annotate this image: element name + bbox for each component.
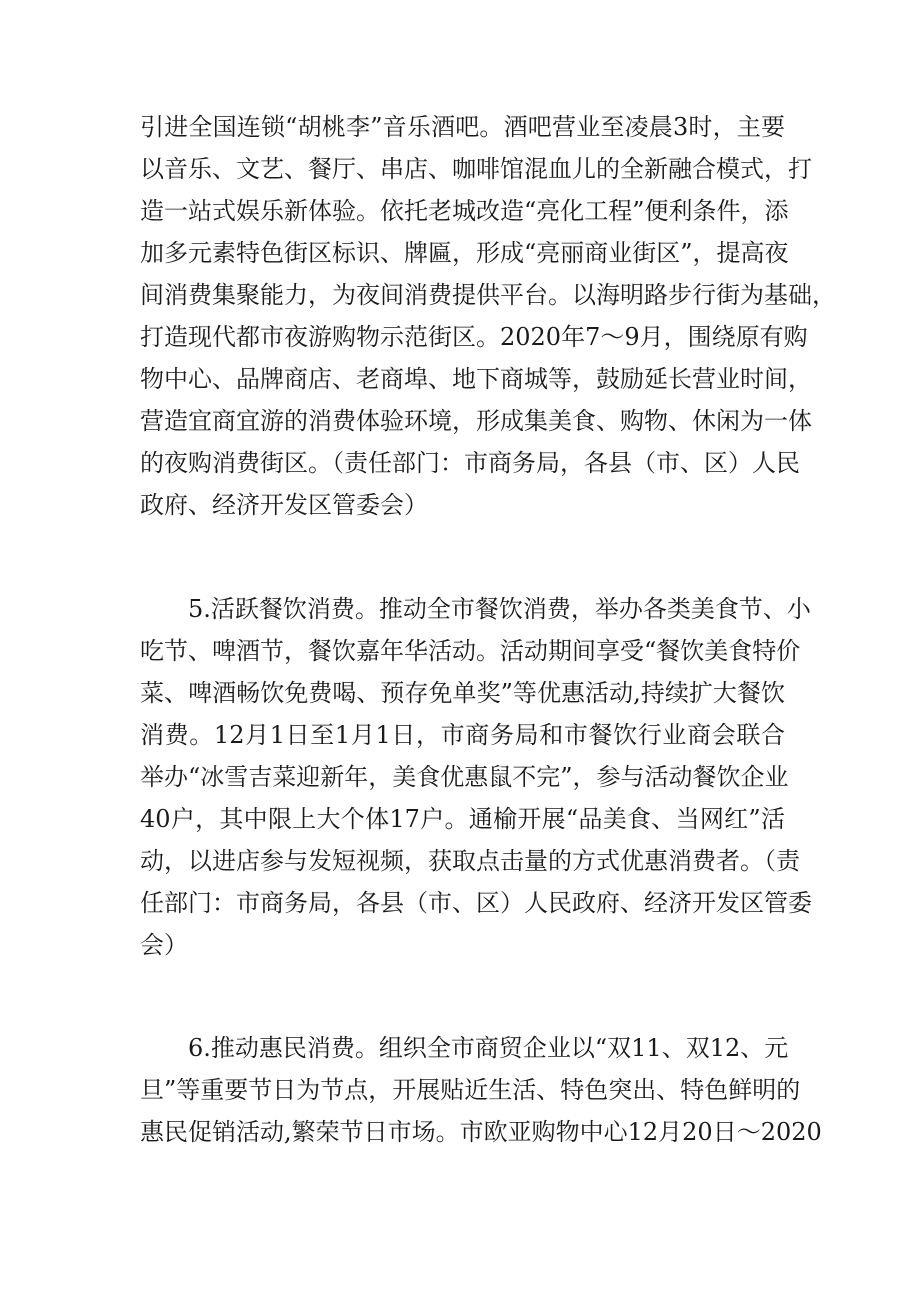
text-line: 旦”等重要节日为节点，开展贴近生活、特色突出、特色鲜明的 [140, 1076, 801, 1104]
text-line: 吃节、啤酒节，餐饮嘉年华活动。活动期间享受“餐饮美食特价 [140, 637, 801, 665]
text-line: 40户，其中限上大个体17户。通榆开展“品美食、当网红”活 [140, 805, 785, 833]
text-line: 菜、啤酒畅饮免费喝、预存免单奖”等优惠活动,持续扩大餐饮 [140, 679, 785, 707]
text-line: 消费。12月1日至1月1日，市商务局和市餐饮行业商会联合 [140, 721, 785, 749]
text-line: 加多元素特色街区标识、牌匾，形成“亮丽商业街区”，提高夜 [140, 239, 789, 267]
text-line: 引进全国连锁“胡桃李”音乐酒吧。酒吧营业至凌晨3时，主要 [140, 113, 785, 141]
text-line: 物中心、品牌商店、老商埠、地下商城等，鼓励延长营业时间， [140, 365, 812, 393]
text-line: 间消费集聚能力，为夜间消费提供平台。以海明路步行街为基础， [140, 281, 836, 309]
text-line: 营造宜商宜游的消费体验环境，形成集美食、购物、休闲为一体 [140, 407, 812, 435]
text-line: 会） [140, 931, 188, 959]
text-line: 以音乐、文艺、餐厅、串店、咖啡馆混血儿的全新融合模式，打 [140, 155, 812, 183]
text-line: 任部门：市商务局，各县（市、区）人民政府、经济开发区管委 [140, 889, 812, 917]
paragraph-item-6-promotions [140, 1027, 822, 1153]
text-line: 6.推动惠民消费。组织全市商贸企业以“双11、双12、元 [188, 1034, 789, 1062]
text-line: 惠民促销活动,繁荣节日市场。市欧亚购物中心12月20日～2020 [140, 1118, 822, 1146]
text-line: 的夜购消费街区。（责任部门：市商务局，各县（市、区）人民 [140, 449, 800, 477]
text-line: 政府、经济开发区管委会） [140, 491, 428, 519]
paragraph-item-5-catering [140, 588, 812, 966]
text-line: 5.活跃餐饮消费。推动全市餐饮消费，举办各类美食节、小 [188, 595, 811, 623]
paragraph-night-shopping [140, 106, 836, 526]
text-line: 打造现代都市夜游购物示范街区。2020年7～9月，围绕原有购 [140, 323, 808, 351]
text-line: 造一站式娱乐新体验。依托老城改造“亮化工程”便利条件，添 [140, 197, 789, 225]
text-line: 动，以进店参与发短视频，获取点击量的方式优惠消费者。（责 [140, 847, 800, 875]
text-line: 举办“冰雪吉菜迎新年，美食优惠鼠不完”，参与活动餐饮企业 [140, 763, 789, 791]
